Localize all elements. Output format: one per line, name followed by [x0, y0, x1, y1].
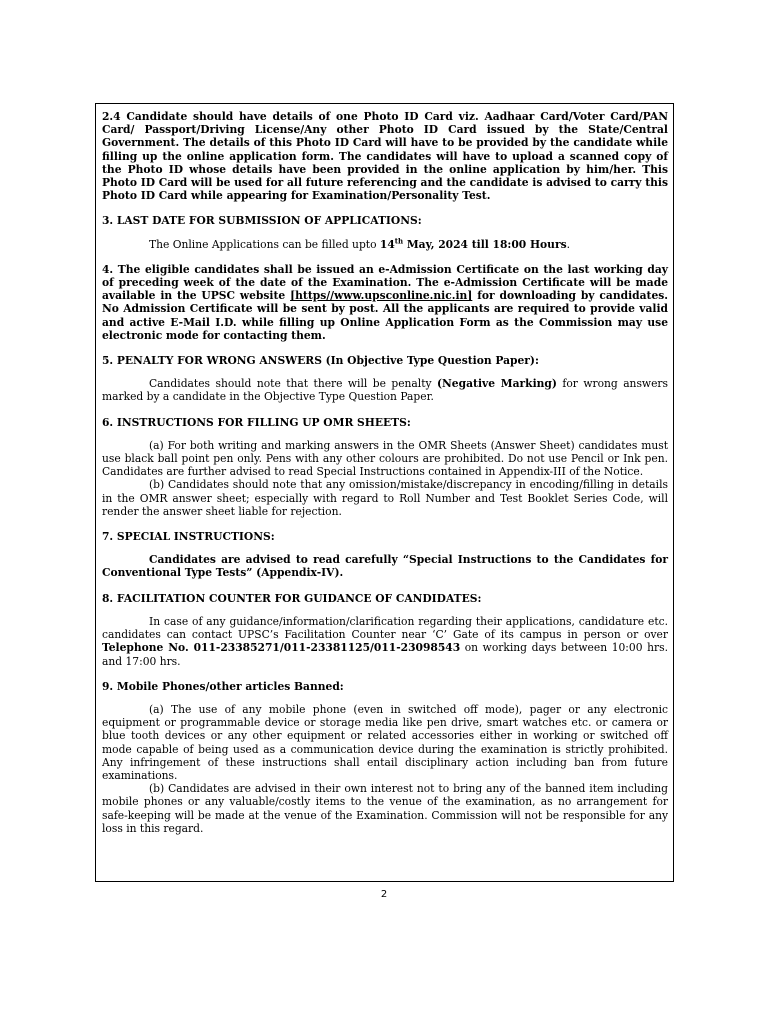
- section-8-text: [102, 615, 668, 668]
- telephone-numbers: Telephone No. 011-23385271/011-23381125/011-23098543: [102, 641, 461, 655]
- section-2-4-text: 2.4 Candidate should have details of one Photo ID Card viz. Aadhaar Card/Voter Card/PAN Card/ Passport/Driving License/Any other Photo ID Card issued by the State/Central Government. The details of this Photo ID Card will have to be provided by the candidate while filling up the online application form. The candidates will have to upload a scanned copy of the Photo ID whose details have been provided in the online application by him/her. This Photo ID Card will be used for all future referencing and the candidate is advised to carry this Photo ID Card while appearing for Examination/Personality Test.: [102, 110, 668, 203]
- section-5-text-1: Candidates should note that there will be penalty: [149, 377, 437, 391]
- section-7-text: Candidates are advised to read carefully “Special Instructions to the Candidates for Conventional Type Tests” (Appendix-IV).: [102, 553, 668, 580]
- section-9-heading: 9. Mobile Phones/other articles Banned:: [102, 679, 344, 693]
- page-number: 2: [380, 889, 388, 900]
- section-3-heading: 3. LAST DATE FOR SUBMISSION OF APPLICATIONS:: [102, 214, 422, 228]
- section-6-a-text: (a) For both writing and marking answers in the OMR Sheets (Answer Sheet) candidates must use black ball point pen only. Pens with any other colours are prohibited. Do not use Pencil or Ink pen. Candidates are further advised to read Special Instructions contained in Appendix-III of the Notice.: [102, 438, 668, 479]
- section-9-b-text: (b) Candidates are advised in their own interest not to bring any of the banned item including mobile phones or any valuable/costly items to the venue of the examination, as no arrangement for safe-keeping will be made at the venue of the Examination. Commission will not be responsible for any loss in this regard.: [102, 782, 668, 835]
- last-date-suffix: th: [394, 236, 404, 246]
- section-3-text-before: The Online Applications can be filled upto: [149, 237, 380, 251]
- last-date: [380, 238, 567, 251]
- negative-marking: (Negative Marking): [436, 377, 557, 391]
- section-4-text-2: for downloading by candidates. No Admission Certificate will be sent by post. All the applicants are required to provide valid and active E-Mail I.D. while filling up Online Application Form as the Commission may use electronic mode for contacting them.: [102, 289, 668, 342]
- section-3-end: .: [566, 237, 570, 251]
- section-5-text: [102, 377, 668, 403]
- section-8-text-2: on working days between 10:00 hrs. and 17:00 hrs.: [102, 641, 668, 668]
- section-8-text-1: In case of any guidance/information/clarification regarding their applications, candidature etc. candidates can contact UPSC’s Facilitation Counter near ‘C’ Gate of its campus in person or over: [102, 614, 668, 642]
- section-5-heading: 5. PENALTY FOR WRONG ANSWERS (In Objective Type Question Paper):: [102, 354, 539, 368]
- section-4-text-1: 4. The eligible candidates shall be issued an e-Admission Certificate on the last working day of preceding week of the date of the Examination. The e-Admission Certificate will be made available in the UPSC website: [102, 262, 668, 303]
- section-7-heading: 7. SPECIAL INSTRUCTIONS:: [102, 530, 275, 544]
- last-date-rest: May, 2024 till 18:00 Hours: [403, 237, 567, 251]
- section-5-text-2: for wrong answers marked by a candidate in the Objective Type Question Paper.: [102, 377, 668, 404]
- section-3-text: [102, 238, 668, 251]
- last-date-day: 14: [379, 237, 395, 251]
- section-6-heading: 6. INSTRUCTIONS FOR FILLING UP OMR SHEETS:: [102, 415, 411, 429]
- section-6-b-text: (b) Candidates should note that any omission/mistake/discrepancy in encoding/filling in details in the OMR answer sheet; especially with regard to Roll Number and Test Booklet Series Code, will render the answer sheet liable for rejection.: [102, 478, 668, 518]
- document-content-box: [95, 103, 674, 882]
- section-8-heading: 8. FACILITATION COUNTER FOR GUIDANCE OF CANDIDATES:: [102, 591, 482, 605]
- upsc-website-link[interactable]: [https//www.upsconline.nic.in]: [290, 289, 473, 303]
- section-4-text: [102, 263, 668, 342]
- section-9-a-text: (a) The use of any mobile phone (even in switched off mode), pager or any electronic equipment or programmable device or storage media like pen drive, smart watches etc. or camera or blue tooth devices or any other equipment or related accessories either in working or switched off mode capable of being used as a communication device during the examination is strictly prohibited. Any infringement of these instructions shall entail disciplinary action including ban from future examinations.: [102, 702, 668, 782]
